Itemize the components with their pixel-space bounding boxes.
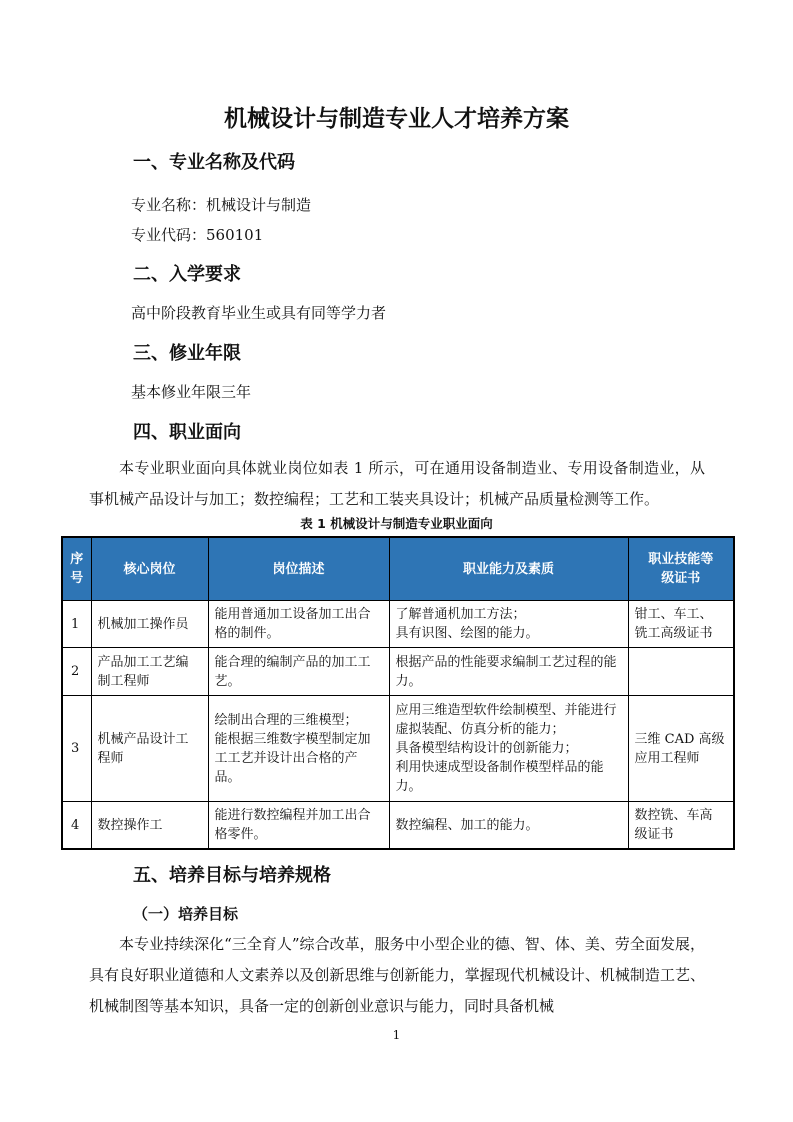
row-ability: 根据产品的性能要求编制工艺过程的能力。 <box>389 648 628 696</box>
row-index: 3 <box>62 696 91 802</box>
row-post: 产品加工工艺编 制工程师 <box>91 648 208 696</box>
row-ability: 应用三维造型软件绘制模型、并能进行虚拟装配、仿真分析的能力； 具备模型结构设计的创新能力； 利用快速成型设备制作模型样品的能力。 <box>389 696 628 802</box>
table-row <box>62 802 734 850</box>
career-paragraph: 本专业职业面向具体就业岗位如表 1 所示，可在通用设备制造业、专用设备制造业，从事机械产品设计与加工；数控编程；工艺和工装夹具设计；机械产品质量检测等工作。 <box>89 459 705 508</box>
major-code-line: 专业代码：560101 <box>131 226 264 244</box>
table-row <box>62 601 734 648</box>
row-certificate <box>628 648 734 696</box>
row-index: 1 <box>62 601 91 648</box>
row-post: 机械产品设计工 程师 <box>91 696 208 802</box>
page-number: 1 <box>392 1028 401 1042</box>
header-ability: 职业能力及素质 <box>389 537 628 601</box>
goal-paragraph: 本专业持续深化“三全育人”综合改革，服务中小型企业的德、智、体、美、劳全面发展，具有良好职业道德和人文素养以及创新思维与创新能力，掌握现代机械设计、机械制造工艺、机械制图等基本知识，具备一定的创新创业意识与能力，同时具备机械 <box>89 935 705 1015</box>
row-description: 能进行数控编程并加工出合格零件。 <box>208 802 389 850</box>
section-1-heading: 一、专业名称及代码 <box>133 152 295 173</box>
row-index: 4 <box>62 802 91 850</box>
row-post: 数控操作工 <box>91 802 208 850</box>
header-certificate: 职业技能等 级证书 <box>628 537 734 601</box>
row-ability: 数控编程、加工的能力。 <box>389 802 628 850</box>
table-header-row <box>62 537 734 601</box>
section-5-heading: 五、培养目标与培养规格 <box>133 865 331 886</box>
row-description: 能用普通加工设备加工出合格的制件。 <box>208 601 389 648</box>
table-caption: 表 1 机械设计与制造专业职业面向 <box>300 516 493 531</box>
row-certificate: 三维 CAD 高级 应用工程师 <box>628 696 734 802</box>
major-name-line: 专业名称：机械设计与制造 <box>131 196 312 214</box>
header-index: 序 号 <box>62 537 91 601</box>
section-3-heading: 三、修业年限 <box>133 343 241 364</box>
career-table <box>61 536 735 850</box>
row-post: 机械加工操作员 <box>91 601 208 648</box>
row-description: 绘制出合理的三维模型； 能根据三维数字模型制定加工工艺并设计出合格的产品。 <box>208 696 389 802</box>
admission-text: 高中阶段教育毕业生或具有同等学力者 <box>131 304 387 322</box>
row-description: 能合理的编制产品的加工工艺。 <box>208 648 389 696</box>
row-ability: 了解普通机加工方法； 具有识图、绘图的能力。 <box>389 601 628 648</box>
header-post: 核心岗位 <box>91 537 208 601</box>
section-2-heading: 二、入学要求 <box>133 264 241 285</box>
row-index: 2 <box>62 648 91 696</box>
table-row <box>62 648 734 696</box>
duration-text: 基本修业年限三年 <box>131 383 252 401</box>
row-certificate: 钳工、车工、 铣工高级证书 <box>628 601 734 648</box>
section-4-heading: 四、职业面向 <box>133 422 241 443</box>
table-row <box>62 696 734 802</box>
row-certificate: 数控铣、车高 级证书 <box>628 802 734 850</box>
header-description: 岗位描述 <box>208 537 389 601</box>
subsection-goal-heading: （一）培养目标 <box>133 905 239 923</box>
document-title: 机械设计与制造专业人才培养方案 <box>224 106 569 132</box>
